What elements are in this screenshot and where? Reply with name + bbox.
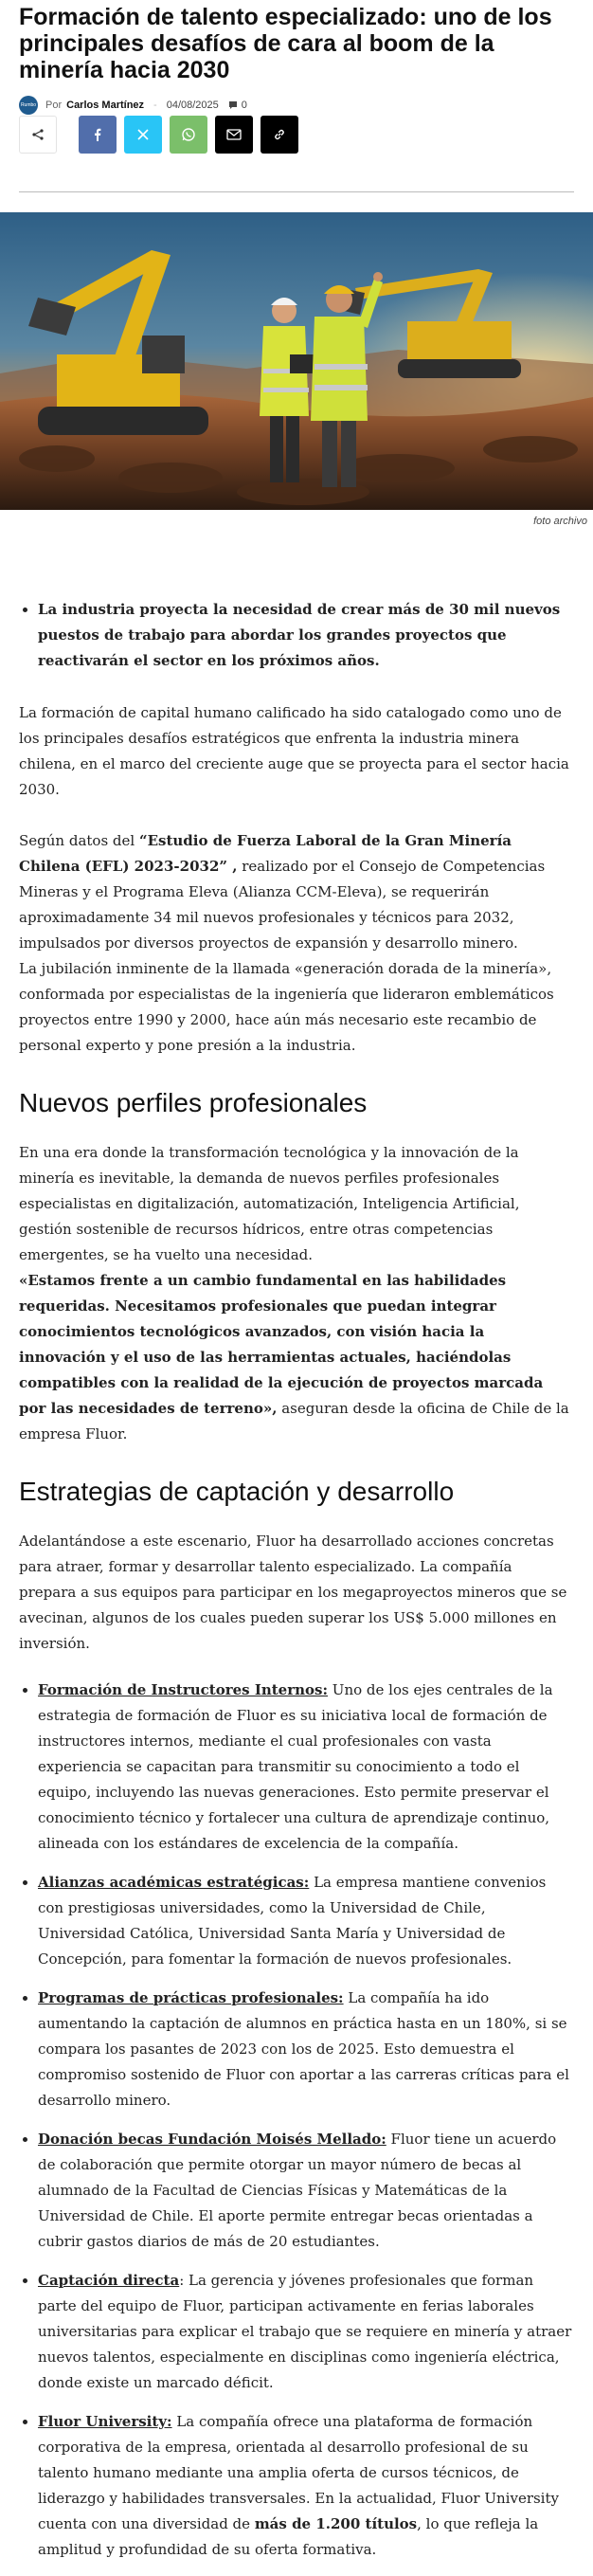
link-icon <box>272 127 287 142</box>
paragraph-1: La formación de capital humano calificado ha sido catalogado como uno de los principales desafíos estratégicos que enfrenta la industria minera chilena, en el marco del creciente auge que se proyecta para el sector hacia 2030. <box>19 704 569 798</box>
share-icon <box>31 128 45 141</box>
strategy-item <box>38 1678 573 1857</box>
strategy-text: La compañía ha ido aumentando la captación de alumnos en práctica hasta en un 180%, si se compara los pasantes de 2023 con los de 2025. Esto demuestra el compromiso sostenido de Fluor con aportar a las carreras críticas para el desarrollo minero. <box>38 1989 569 2109</box>
author-link[interactable]: Carlos Martínez <box>66 100 145 111</box>
envelope-icon <box>226 129 242 140</box>
strategy-label: Fluor University: <box>38 2413 172 2430</box>
strategy-label: Formación de Instructores Internos: <box>38 1681 329 1698</box>
comments-link[interactable] <box>228 100 247 111</box>
share-bar <box>19 116 306 154</box>
article-body <box>19 597 573 2576</box>
strategy-label: Alianzas académicas estratégicas: <box>38 1874 310 1891</box>
strategy-item <box>38 2127 573 2255</box>
quote-attribution: aseguran desde la oficina de Chile de la empresa Fluor. <box>19 1400 569 1442</box>
strategy-text: : La gerencia y jóvenes profesionales que forman parte del equipo de Fluor, participan activamente en ferias laborales universitarias para explicar el trabajo que se requiere en minería y atraer nuevos talentos, especialmente en disciplinas como ingeniería eléctrica, donde existe un marcado déficit. <box>38 2272 572 2391</box>
x-share-button[interactable] <box>124 116 162 154</box>
facebook-share-button[interactable] <box>79 116 117 154</box>
author-avatar[interactable]: Rumbo <box>19 96 38 115</box>
section-heading-estrategias: Estrategias de captación y desarrollo <box>19 1477 455 1506</box>
x-icon <box>136 128 150 141</box>
strategy-text: La compañía ofrece una plataforma de formación corporativa de la empresa, orientada al desarrollo profesional de su talento humano mediante una amplia oferta de cursos técnicos, de liderazgo y habilidades transversales. En la actualidad, Fluor University cuenta con una diversidad de <box>38 2413 559 2532</box>
strategy-text-end: , lo que refleja la amplitud y profundidad de su oferta formativa. <box>38 2515 539 2558</box>
meta-separator: - <box>153 100 157 111</box>
strategy-item <box>38 1870 573 1972</box>
paragraph-5: Adelantándose a este escenario, Fluor ha desarrollado acciones concretas para atraer, formar y desarrollar talento especializado. La compañía prepara a sus equipos para participar en los megaproyectos mineros que se avecinan, algunos de los cuales pueden superar los US$ 5.000 millones en inversión. <box>19 1533 567 1652</box>
whatsapp-share-button[interactable] <box>170 116 207 154</box>
comment-icon <box>228 100 238 110</box>
email-share-button[interactable] <box>215 116 253 154</box>
facebook-icon <box>91 128 104 141</box>
image-caption: foto archivo <box>533 516 587 527</box>
strategy-label: Programas de prácticas profesionales: <box>38 1989 344 2006</box>
by-label: Por <box>45 100 63 111</box>
copy-link-button[interactable] <box>261 116 298 154</box>
strategy-label: Captación directa <box>38 2272 180 2289</box>
strategy-text: Fluor tiene un acuerdo de colaboración que permite otorgar un mayor número de becas al alumnado de la Facultad de Ciencias Físicas y Matemáticas de la Universidad de Chile. El aporte permite entregar becas orientadas a cubrir gastos diarios de más de 20 estudiantes. <box>38 2131 557 2250</box>
comments-count: 0 <box>241 100 247 111</box>
share-button[interactable] <box>19 116 57 154</box>
whatsapp-icon <box>181 127 196 142</box>
lead-bullet: • La industria proyecta la necesidad de crear más de 30 mil nuevos puestos de trabajo para abordar los grandes proyectos que reactivarán el sector en los próximos años. <box>38 597 573 674</box>
strategy-label: Donación becas Fundación Moisés Mellado: <box>38 2131 386 2148</box>
paragraph-4: En una era donde la transformación tecnológica y la innovación de la minería es inevitable, la demanda de nuevos perfiles profesionales especialistas en digitalización, automatización, Inteligencia Artificial, gestión sostenible de recursos hídricos, entre otras competencias emergentes, se ha vuelto una necesidad. <box>19 1144 520 1263</box>
section-heading-perfiles: Nuevos perfiles profesionales <box>19 1088 368 1117</box>
strategy-text: La empresa mantiene convenios con prestigiosas universidades, como la Universidad de Chile, Universidad Católica, Universidad Santa María y Universidad de Concepción, para fomentar la formación de nuevos profesionales. <box>38 1874 547 1968</box>
paragraph-2 <box>19 828 573 956</box>
strategy-item <box>38 2268 573 2396</box>
fluor-quote: «Estamos frente a un cambio fundamental en las habilidades requeridas. Necesitamos profesionales que puedan integrar conocimientos tecnológicos avanzados, con visión hacia la innovación y el uso de las herramientas actuales, haciéndolas compatibles con la realidad de la ejecución de proyectos marcada por las necesidades de terreno», <box>19 1272 544 1417</box>
titles-count: más de 1.200 títulos <box>254 2515 418 2532</box>
header-divider <box>19 191 574 192</box>
strategy-item <box>38 2409 573 2563</box>
study-title: “Estudio de Fuerza Laboral de la Gran Minería Chilena (EFL) 2023-2032” , <box>19 832 512 875</box>
publish-date: 04/08/2025 <box>166 100 219 111</box>
p2-intro: Según datos del <box>19 832 139 849</box>
strategy-list <box>19 1678 573 2563</box>
p2-rest: realizado por el Consejo de Competencias Mineras y el Programa Eleva (Alianza CCM-Eleva), se requerirán aproximadamente 34 mil nuevos profesionales y técnicos para 2032, impulsados por diversos proyectos de expansión y desarrollo minero. <box>19 858 546 952</box>
lead-list <box>19 597 573 674</box>
article-title: Formación de talento especializado: uno de los principales desafíos de cara al boom de la minería hacia 2030 <box>19 4 552 83</box>
article-meta <box>19 96 247 115</box>
strategy-item <box>38 1986 573 2113</box>
strategy-text: Uno de los ejes centrales de la estrategia de formación de Fluor es su iniciativa local de formación de instructores internos, mediante el cual profesionales con vasta experiencia se capacitan para transmitir su conocimiento a todo el equipo, incluyendo las nuevas generaciones. Esto permite preservar el conocimiento técnico y fortalecer una cultura de aprendizaje continuo, alineada con los estándares de excelencia de la compañía. <box>38 1681 553 1852</box>
mining-site-photo <box>0 212 593 510</box>
quote-paragraph <box>19 1268 573 1447</box>
paragraph-3: La jubilación inminente de la llamada «generación dorada de la minería», conformada por especialistas de la ingeniería que lideraron emblemáticos proyectos entre 1990 y 2000, hace aún más necesario este recambio de personal experto y pone presión a la industria. <box>19 960 554 1054</box>
hero-image <box>0 212 593 510</box>
